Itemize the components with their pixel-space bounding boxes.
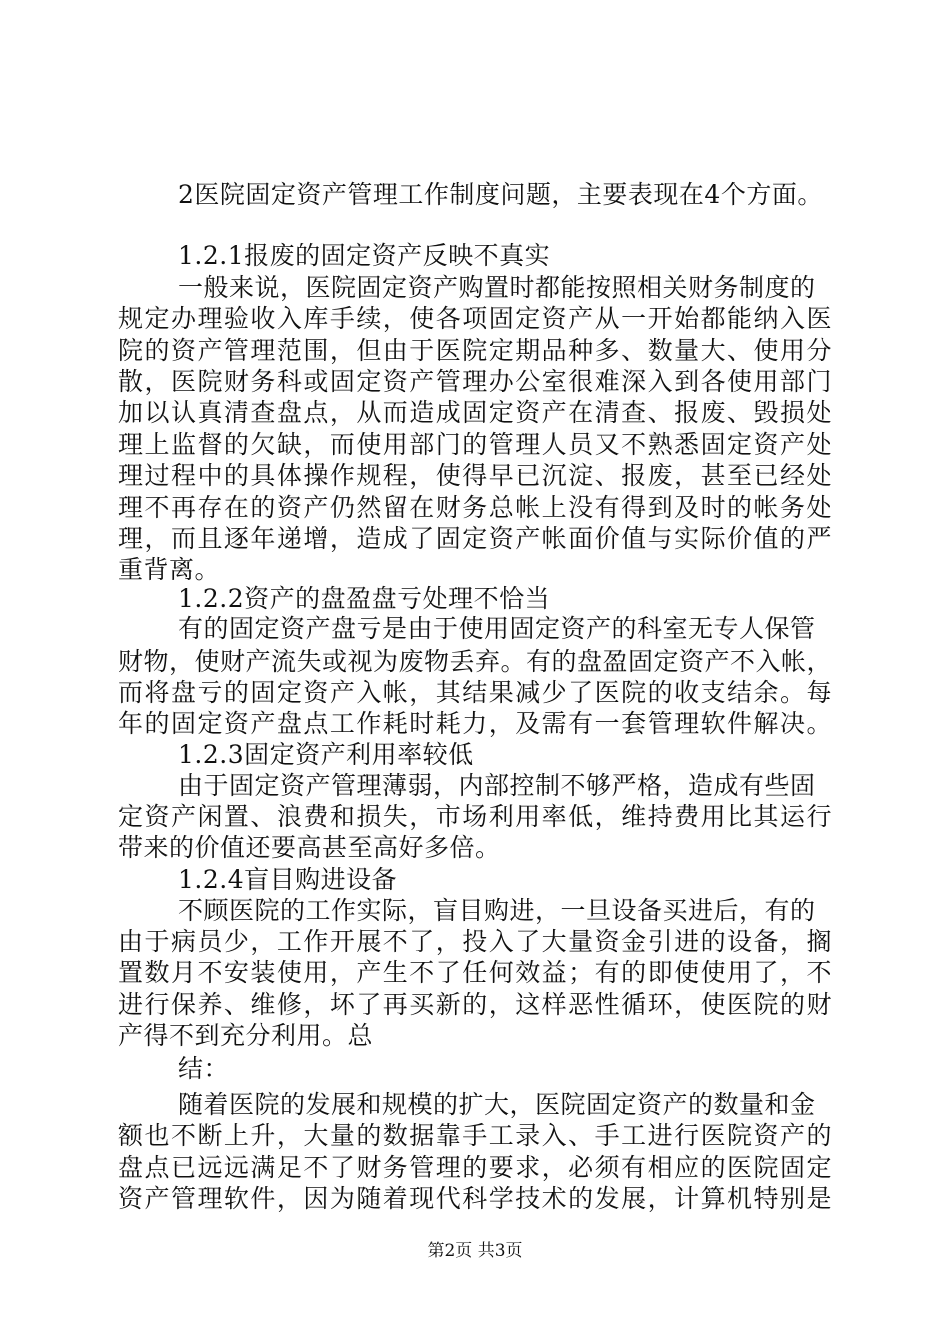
paragraph-line: 理，而且逐年递增，造成了固定资产帐面价值与实际价值的严 [118, 524, 832, 553]
paragraph-line: 重背离。 [118, 555, 221, 584]
paragraph-line: 理不再存在的资产仍然留在财务总帐上没有得到及时的帐务处 [118, 493, 832, 522]
section-title-2: 1.2.2资产的盘盈盘亏处理不恰当 [178, 584, 551, 613]
paragraph-line: 随着医院的发展和规模的扩大，医院固定资产的数量和金 [178, 1090, 816, 1119]
paragraph-line: 有的固定资产盘亏是由于使用固定资产的科室无专人保管 [178, 614, 816, 643]
section-title-4: 1.2.4盲目购进设备 [178, 865, 398, 894]
paragraph-line: 盘点已远远满足不了财务管理的要求，必须有相应的医院固定 [118, 1153, 832, 1182]
paragraph-line: 而将盘亏的固定资产入帐，其结果减少了医院的收支结余。每 [118, 678, 832, 707]
paragraph-line: 年的固定资产盘点工作耗时耗力，及需有一套管理软件解决。 [118, 709, 832, 738]
paragraph-line: 由于固定资产管理薄弱，内部控制不够严格，造成有些固 [178, 771, 816, 800]
paragraph-line: 院的资产管理范围，但由于医院定期品种多、数量大、使用分 [118, 336, 832, 365]
paragraph-line: 加以认真清查盘点，从而造成固定资产在清查、报废、毁损处 [118, 398, 832, 427]
paragraph-line: 一般来说，医院固定资产购置时都能按照相关财务制度的 [178, 273, 816, 302]
paragraph-line: 额也不断上升，大量的数据靠手工录入、手工进行医院资产的 [118, 1121, 832, 1150]
paragraph-line: 理上监督的欠缺，而使用部门的管理人员又不熟悉固定资产处 [118, 430, 832, 459]
paragraph-line: 规定办理验收入库手续，使各项固定资产从一开始都能纳入医 [118, 304, 832, 333]
paragraph-line: 散，医院财务科或固定资产管理办公室很难深入到各使用部门 [118, 367, 832, 396]
section-title-1: 1.2.1报废的固定资产反映不真实 [178, 241, 551, 270]
document-heading: 2医院固定资产管理工作制度问题，主要表现在4个方面。 [178, 180, 823, 209]
paragraph-line: 由于病员少，工作开展不了，投入了大量资金引进的设备，搁 [118, 927, 832, 956]
paragraph-line: 不顾医院的工作实际，盲目购进，一旦设备买进后，有的 [178, 896, 816, 925]
paragraph-line: 置数月不安装使用，产生不了任何效益；有的即使使用了，不 [118, 958, 832, 987]
paragraph-line: 资产管理软件，因为随着现代科学技术的发展，计算机特别是 [118, 1184, 832, 1213]
paragraph-line: 理过程中的具体操作规程，使得早已沉淀、报废，甚至已经处 [118, 461, 832, 490]
paragraph-line: 进行保养、维修，坏了再买新的，这样恶性循环，使医院的财 [118, 990, 832, 1019]
paragraph-line: 带来的价值还要高甚至高好多倍。 [118, 833, 501, 862]
summary-label: 结： [178, 1054, 230, 1083]
paragraph-line: 产得不到充分利用。总 [118, 1021, 374, 1050]
paragraph-line: 定资产闲置、浪费和损失，市场利用率低，维持费用比其运行 [118, 802, 832, 831]
section-title-3: 1.2.3固定资产利用率较低 [178, 740, 474, 769]
page-number-footer: 第2页 共3页 [427, 1241, 523, 1261]
paragraph-line: 财物，使财产流失或视为废物丢弃。有的盘盈固定资产不入帐， [118, 647, 833, 676]
